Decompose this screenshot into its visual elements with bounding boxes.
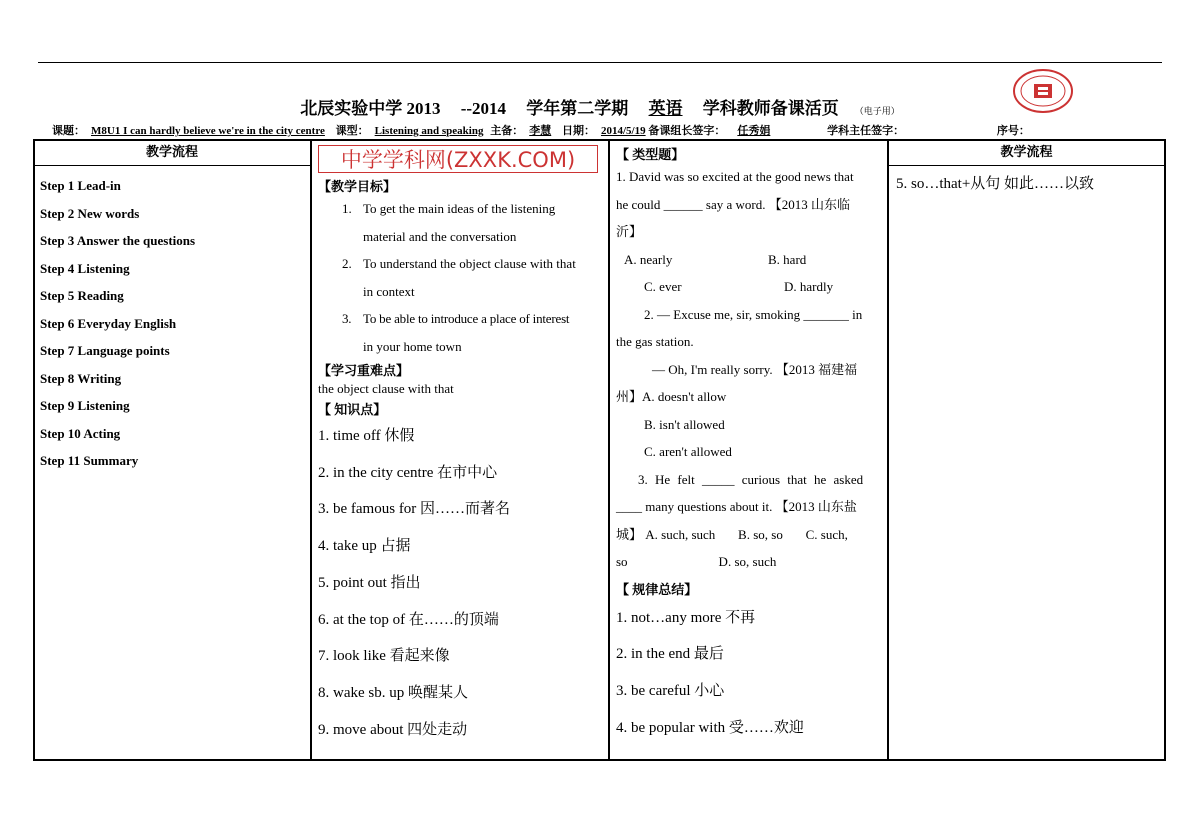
step-item: Step 10 Acting: [40, 425, 121, 441]
rule-item: 4. be popular with 受……欢迎: [616, 719, 804, 736]
exercises-column: [616, 145, 884, 746]
objective-item: 1. To get the main ideas of the listening: [342, 201, 556, 216]
objectives-title: 【教学目标】: [318, 179, 397, 194]
q3-line: so D. so, such: [616, 554, 777, 569]
date: 2014/5/19: [600, 125, 646, 137]
knowledge-item: 9. move about 四处走动: [318, 721, 468, 738]
q2-line: the gas station.: [616, 334, 694, 349]
subject: 英语: [648, 99, 683, 118]
col4-header: 教学流程: [1000, 144, 1053, 159]
school-seal-icon: [1012, 68, 1074, 114]
keypoints-text: the object clause with that: [318, 381, 454, 396]
group-sign: 任秀娟: [737, 125, 771, 137]
q1-options: C. ever D. hardly: [644, 279, 834, 294]
rules-list: [616, 600, 884, 747]
objectives-column: [318, 176, 604, 748]
title-text: 学科教师备课活页: [702, 99, 839, 118]
knowledge-item: 5. point out 指出: [318, 574, 421, 591]
q2-line: — Oh, I'm really sorry. 【2013 福建福: [652, 361, 858, 377]
step-item: Step 8 Writing: [40, 370, 122, 386]
knowledge-list: [318, 418, 604, 748]
objective-item: 2. To understand the object clause with that: [342, 256, 576, 271]
serial: [1036, 125, 1056, 137]
objective-item-cont: in your home town: [363, 338, 462, 354]
q3-line: 3. He felt _____ curious that he asked: [638, 471, 864, 487]
edition: （电子用）: [854, 106, 900, 116]
step-item: Step 7 Language points: [40, 343, 170, 358]
step-item: Step 9 Listening: [40, 398, 130, 413]
objective-item-cont: in context: [363, 283, 415, 299]
col1-header: 教学流程: [145, 144, 198, 159]
step-item: Step 6 Everyday English: [40, 315, 177, 331]
knowledge-item: 1. time off 休假: [318, 428, 415, 444]
knowledge-title: 【 知识点】: [318, 402, 387, 417]
col4-content: 5. so…that+从句 如此……以致: [896, 176, 1095, 192]
q2-line: 2. — Excuse me, sir, smoking _______ in: [644, 306, 863, 322]
steps-list: [40, 172, 195, 475]
objective-item-cont: material and the conversation: [363, 228, 517, 244]
keypoints-title: 【学习重难点】: [318, 363, 410, 378]
objectives-list: [318, 195, 604, 360]
rule-item: 1. not…any more 不再: [616, 609, 756, 626]
knowledge-item: 4. take up 占据: [318, 538, 411, 555]
q1-options: A. nearly B. hard: [624, 251, 807, 267]
knowledge-item: 2. in the city centre 在市中心: [318, 464, 498, 481]
step-item: Step 2 New words: [40, 205, 140, 221]
year-end: --2014: [460, 99, 507, 118]
col-divider-1: [310, 139, 312, 761]
knowledge-item: 3. be famous for 因……而著名: [318, 501, 511, 518]
step-item: Step 5 Reading: [40, 288, 124, 303]
meta-row: 课题： M8U1 I can hardly believe we're in the city centre 课型： Listening and speaking 主备： 李慧 日期： 2014/5/19 备课组长签字： 任秀娟 学科主任签字： 序号：: [52, 122, 1172, 138]
rule-item: 2. in the end 最后: [616, 646, 724, 663]
step-item: Step 4 Listening: [40, 260, 130, 276]
step-item: Step 1 Lead-in: [40, 178, 121, 193]
col-divider-3: [887, 139, 889, 761]
header-rule-4: [887, 165, 1166, 166]
lesson-type: Listening and speaking: [374, 125, 484, 137]
zxxk-watermark: 中学学科网(ZXXK.COM): [318, 145, 598, 173]
top-rule: [38, 62, 1162, 63]
step-item: Step 11 Summary: [40, 453, 139, 468]
topic: M8U1 I can hardly believe we're in the city centre: [91, 125, 325, 137]
school-year: 北辰实验中学 2013: [300, 99, 441, 118]
step-item: Step 3 Answer the questions: [40, 233, 196, 248]
q1-line: 沂】: [616, 224, 643, 239]
knowledge-item: 7. look like 看起来像: [318, 648, 450, 665]
knowledge-item: 8. wake sb. up 唤醒某人: [318, 684, 468, 701]
q1-line: he could ______ say a word. 【2013 山东临: [616, 196, 850, 212]
objective-item: 3. To be able to introduce a place of interest: [342, 311, 570, 326]
q2-option: C. aren't allowed: [644, 444, 732, 459]
col-divider-2: [608, 139, 610, 761]
dept-sign: [910, 125, 990, 137]
header-rule-1: [33, 165, 311, 166]
lead-teacher: 李慧: [529, 125, 552, 137]
rule-item: 3. be careful 小心: [616, 682, 725, 699]
q1-line: 1. David was so excited at the good news that: [616, 169, 854, 184]
semester: 学年第二学期: [526, 99, 629, 118]
q3-line: 城】 A. such, such B. so, so C. such,: [616, 526, 848, 542]
q3-line: ____ many questions about it. 【2013 山东盐: [616, 499, 857, 514]
exercises-title: 【 类型题】: [616, 147, 685, 162]
q2-option: B. isn't allowed: [644, 416, 725, 432]
q2-line: 州】A. doesn't allow: [616, 389, 727, 404]
rules-title: 【 规律总结】: [616, 581, 698, 597]
knowledge-item: 6. at the top of 在……的顶端: [318, 611, 499, 628]
